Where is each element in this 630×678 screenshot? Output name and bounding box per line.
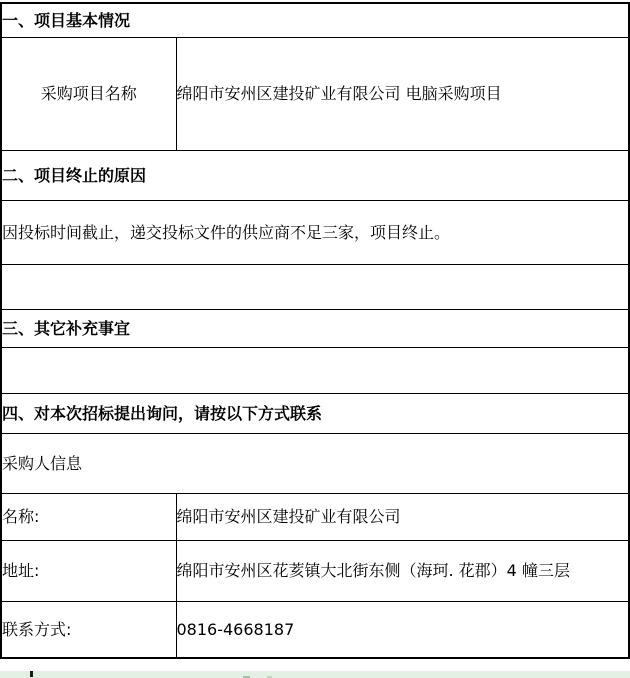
section-3-empty-cell bbox=[1, 348, 629, 394]
project-name-value: 绵阳市安州区建投矿业有限公司 电脑采购项目 bbox=[176, 38, 629, 151]
section-3-title: 三、其它补充事宜 bbox=[1, 310, 629, 348]
purchaser-address-label: 地址: bbox=[1, 541, 176, 602]
purchaser-info-heading: 采购人信息 bbox=[1, 434, 629, 494]
project-name-label: 采购项目名称 bbox=[1, 38, 176, 151]
purchaser-phone-value: 0816-4668187 bbox=[176, 602, 629, 659]
section-1-header-row bbox=[1, 3, 629, 38]
strip-artifact-mark bbox=[30, 671, 33, 677]
section-4-header-row bbox=[1, 394, 629, 434]
termination-reason-text: 因投标时间截止，递交投标文件的供应商不足三家，项目终止。 bbox=[1, 201, 629, 265]
section-2-empty-row bbox=[1, 265, 629, 310]
purchaser-address-value: 绵阳市安州区花荄镇大北街东侧（海珂. 花郡）4 幢三层 bbox=[176, 541, 629, 602]
termination-reason-row bbox=[1, 201, 629, 265]
purchaser-name-label: 名称: bbox=[1, 494, 176, 541]
purchaser-phone-row bbox=[1, 602, 629, 659]
section-2-header-row bbox=[1, 151, 629, 201]
section-3-header-row bbox=[1, 310, 629, 348]
purchaser-info-heading-row bbox=[1, 434, 629, 494]
purchaser-address-row bbox=[1, 541, 629, 602]
project-name-row bbox=[1, 38, 629, 151]
section-4-title: 四、对本次招标提出询问，请按以下方式联系 bbox=[1, 394, 629, 434]
page-bottom-strip bbox=[0, 671, 630, 678]
section-3-empty-row bbox=[1, 348, 629, 394]
section-1-title: 一、项目基本情况 bbox=[1, 3, 629, 38]
section-2-title: 二、项目终止的原因 bbox=[1, 151, 629, 201]
termination-announcement-table bbox=[0, 2, 630, 659]
section-2-empty-cell bbox=[1, 265, 629, 310]
purchaser-phone-label: 联系方式: bbox=[1, 602, 176, 659]
purchaser-name-row bbox=[1, 494, 629, 541]
purchaser-name-value: 绵阳市安州区建投矿业有限公司 bbox=[176, 494, 629, 541]
